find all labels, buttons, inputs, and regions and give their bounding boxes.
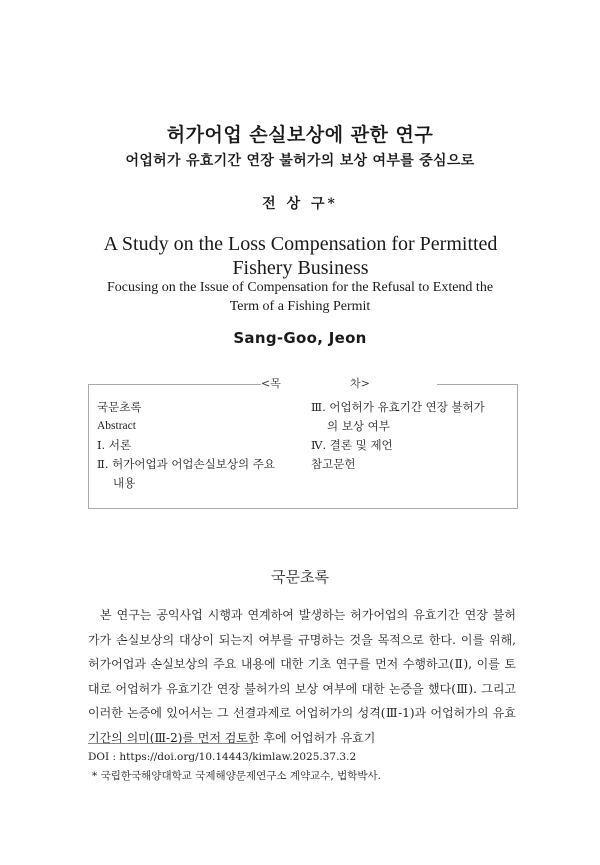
toc-right-column <box>311 398 511 474</box>
paper-subtitle-english: Focusing on the Issue of Compensation for the Refusal to Extend the Term of a Fishing Permit <box>106 280 494 314</box>
toc-item: Ⅱ. 허가어업과 어업손실보상의 주요 <box>97 457 275 471</box>
toc-item: Ⅰ. 서론 <box>97 438 132 452</box>
toc-left-column <box>97 398 297 493</box>
toc-heading-left: <목 <box>261 377 281 390</box>
footnote-divider <box>88 743 253 744</box>
toc-item: 의 보상 여부 <box>327 419 390 433</box>
toc-item: Abstract <box>97 420 136 432</box>
toc-item: 국문초록 <box>97 400 142 414</box>
footnote-doi: DOI : https://doi.org/10.14443/kimlaw.2025.37.3.2 <box>88 751 357 763</box>
toc-border-left <box>89 384 261 385</box>
paper-title-korean: 허가어업 손실보상에 관한 연구 <box>166 124 434 146</box>
toc-border-right <box>437 384 517 385</box>
paper-subtitle-korean: 어업허가 유효기간 연장 불허가의 보상 여부를 중심으로 <box>125 153 475 169</box>
author-korean: 전 상 구* <box>262 196 338 212</box>
footnote-affiliation: * 국립한국해양대학교 국제해양문제연구소 계약교수, 법학박사. <box>92 770 381 782</box>
toc-item: 내용 <box>113 476 136 490</box>
table-of-contents <box>88 377 518 509</box>
toc-heading-right: 차> <box>350 377 370 390</box>
toc-item: 참고문헌 <box>311 457 356 471</box>
abstract-body: 본 연구는 공익사업 시행과 연계하여 발생하는 허가어업의 유효기간 연장 불허가가 손실보상의 대상이 되는지 여부를 규명하는 것을 목적으로 한다. 이를 위해, 허가어업과 손실보상의 주요 내용에 대한 기초 연구를 먼저 수행하고(Ⅱ), 이를 토대로 어업허가 유효기간 연장 불허가의 보상 여부에 대한 논증을 했다(Ⅲ). 그리고 이러한 논증에 있어서는 그 선결과제로 어업허가의 성격(Ⅲ-1)과 어업허가의 유효기간의 의미(Ⅲ-2)를 먼저 검토한 후에 어업허가 유효기 <box>88 608 516 745</box>
toc-item: Ⅲ. 어업허가 유효기간 연장 불허가 <box>311 400 485 414</box>
abstract-heading: 국문초록 <box>271 568 329 586</box>
toc-item: Ⅳ. 결론 및 제언 <box>311 438 393 452</box>
paper-title-english: A Study on the Loss Compensation for Permitted Fishery Business <box>103 233 498 279</box>
author-english: Sang-Goo, Jeon <box>233 329 367 347</box>
